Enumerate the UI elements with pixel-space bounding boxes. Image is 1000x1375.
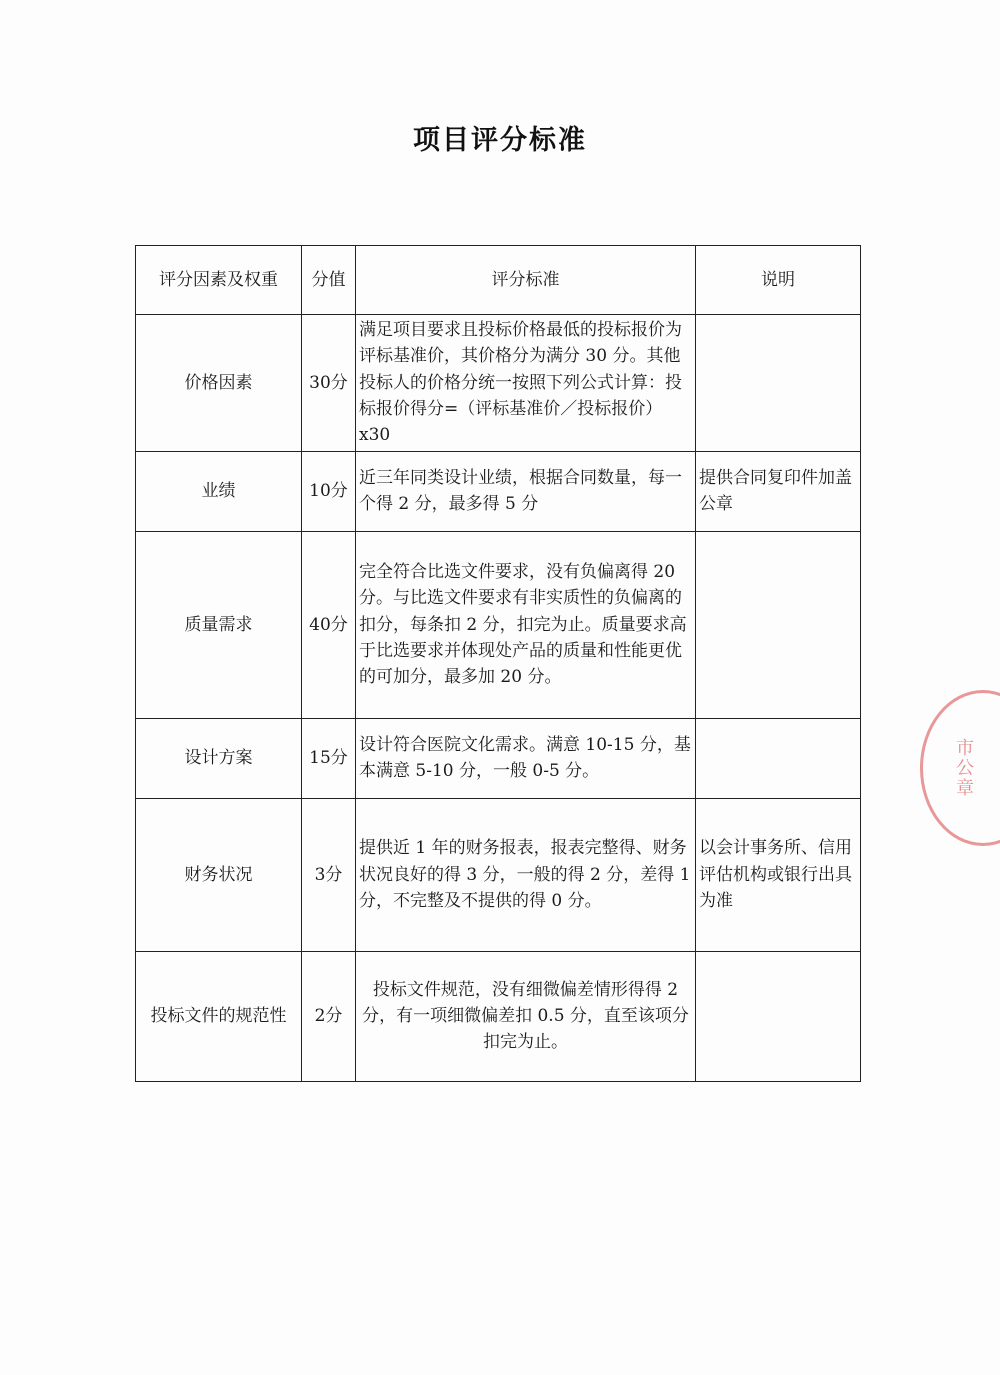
row-factor: 财务状况: [136, 798, 302, 951]
table-row: [136, 718, 861, 798]
row-note: [696, 951, 861, 1081]
table-row: [136, 798, 861, 951]
row-score: 10分: [302, 451, 356, 531]
scoring-table: [135, 245, 861, 1082]
row-note: [696, 531, 861, 718]
header-score: 分值: [302, 246, 356, 315]
row-criteria: 设计符合医院文化需求。满意 10-15 分，基本满意 5-10 分，一般 0-5 分。: [356, 718, 696, 798]
table-row: [136, 951, 861, 1081]
table-row: [136, 451, 861, 531]
row-note: 以会计事务所、信用评估机构或银行出具为准: [696, 798, 861, 951]
header-criteria: 评分标准: [356, 246, 696, 315]
row-score: 40分: [302, 531, 356, 718]
row-factor: 质量需求: [136, 531, 302, 718]
table-row: [136, 315, 861, 452]
row-criteria: 近三年同类设计业绩，根据合同数量，每一个得 2 分，最多得 5 分: [356, 451, 696, 531]
table-header-row: [136, 246, 861, 315]
row-criteria: 满足项目要求且投标价格最低的投标报价为评标基准价，其价格分为满分 30 分。其他投标人的价格分统一按照下列公式计算：投标报价得分=（评标基准价／投标报价）x30: [356, 315, 696, 452]
row-score: 30分: [302, 315, 356, 452]
row-factor: 投标文件的规范性: [136, 951, 302, 1081]
row-factor: 业绩: [136, 451, 302, 531]
row-factor: 价格因素: [136, 315, 302, 452]
row-criteria: 完全符合比选文件要求，没有负偏离得 20 分。与比选文件要求有非实质性的负偏离的扣分，每条扣 2 分，扣完为止。质量要求高于比选要求并体现处产品的质量和性能更优的可加分，最多加 20 分。: [356, 531, 696, 718]
row-note: 提供合同复印件加盖公章: [696, 451, 861, 531]
row-factor: 设计方案: [136, 718, 302, 798]
row-note: [696, 718, 861, 798]
seal-text: 市公章: [953, 738, 974, 798]
row-note: [696, 315, 861, 452]
page-title: 项目评分标准: [413, 125, 587, 156]
table-row: [136, 531, 861, 718]
row-criteria: 提供近 1 年的财务报表，报表完整得、财务状况良好的得 3 分，一般的得 2 分，差得 1 分，不完整及不提供的得 0 分。: [356, 798, 696, 951]
row-criteria: 投标文件规范，没有细微偏差情形得得 2 分，有一项细微偏差扣 0.5 分，直至该项分扣完为止。: [356, 951, 696, 1081]
row-score: 3分: [302, 798, 356, 951]
header-note: 说明: [696, 246, 861, 315]
row-score: 2分: [302, 951, 356, 1081]
row-score: 15分: [302, 718, 356, 798]
header-factor: 评分因素及权重: [136, 246, 302, 315]
